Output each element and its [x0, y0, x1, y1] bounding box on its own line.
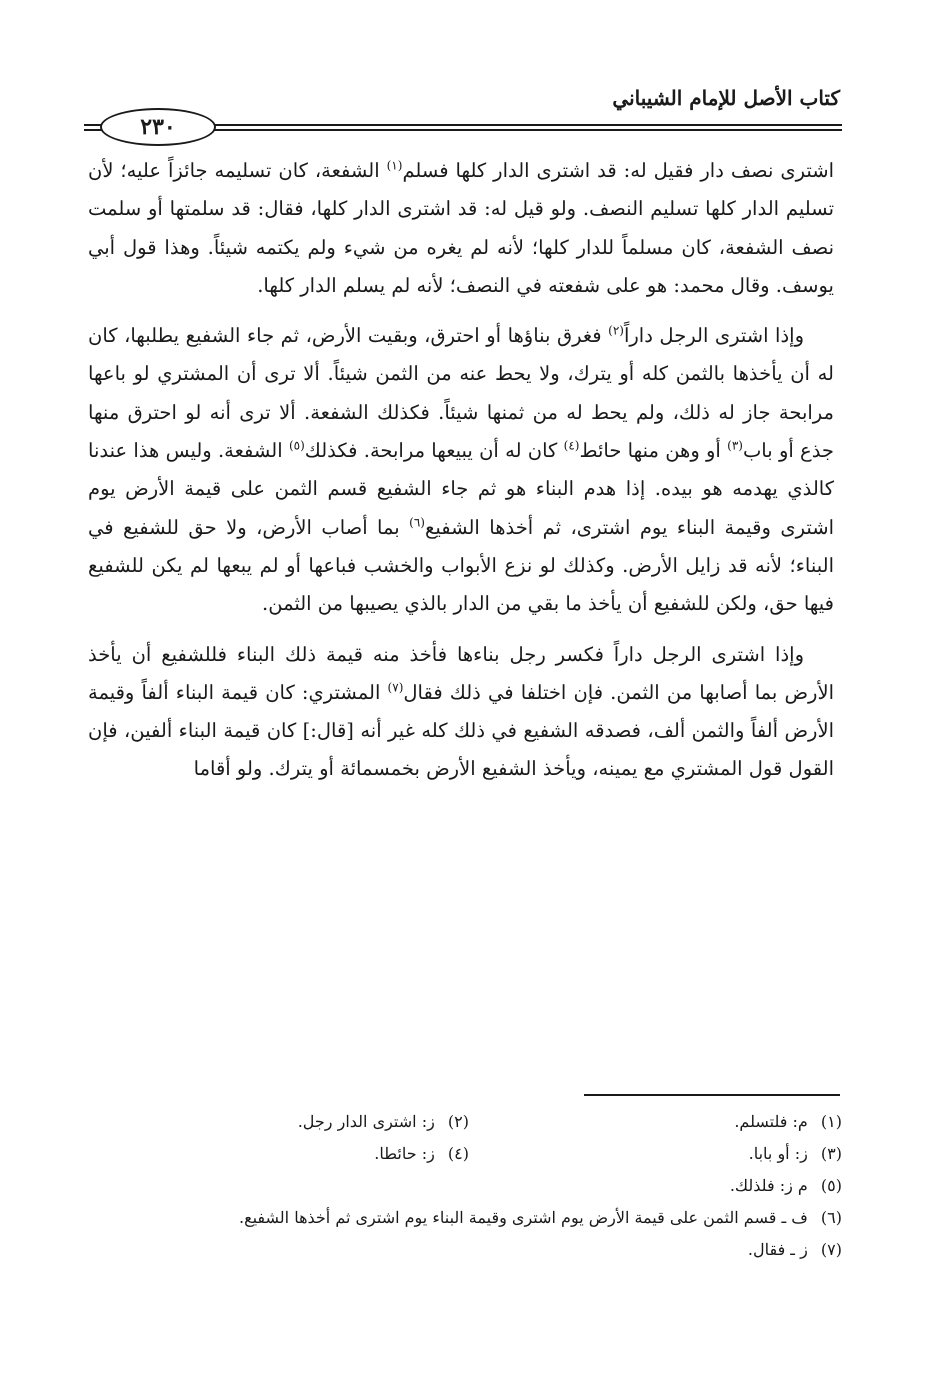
page-number: ٢٣٠ [100, 108, 216, 146]
footnote-number: (١) [820, 1112, 842, 1131]
footnote-row [96, 1170, 842, 1202]
footnote-marker: (٥) [288, 438, 305, 453]
footnote-number: (٦) [820, 1208, 842, 1227]
footnote-marker: (٧) [387, 680, 404, 695]
footnote-number: (٢) [447, 1112, 469, 1131]
footnote-text: ز: اشترى الدار رجل. [297, 1112, 435, 1131]
paragraph-text: أو وهن منها حائط [579, 439, 728, 463]
footnote-text: ز ـ فقال. [747, 1240, 808, 1259]
footnote-text: ز: حائطا. [374, 1144, 435, 1163]
paragraph-text: بما أصاب الأرض، ولا حق للشفيع في البناء؛ لأنه قد زايل الأرض. وكذلك لو نزع الأبواب والخشب فباعها أو لم يبعها لم يكن للشفيع فيها حق، ولكن للشفيع أن يأخذ ما بقي من الدار بالذي يصيبها من الثمن. [88, 515, 834, 616]
footnote-marker: (٣) [727, 438, 743, 453]
footnote-item [96, 1202, 842, 1234]
paragraph-text: المشتري: كان قيمة البناء ألفاً وقيمة الأرض ألفاً والثمن ألف، فصدقه الشفيع في ذلك كله غير أنه [قال:] كان قيمة البناء ألفين، فإن القول قول المشتري مع يمينه، ويأخذ الشفيع الأرض بخمسمائة أو يترك. ولو أقاما [88, 680, 834, 781]
footnote-marker: (٢) [608, 323, 624, 338]
footnote-separator [584, 1094, 840, 1096]
footnote-text: ز: أو بابا. [748, 1144, 808, 1163]
footnote-number: (٤) [447, 1144, 469, 1163]
footnote-row [96, 1106, 842, 1138]
footnote-row [96, 1234, 842, 1266]
page-number-ornament [84, 108, 842, 144]
footnote-item [96, 1106, 469, 1138]
paragraph [88, 152, 834, 305]
ornament-tail [84, 124, 100, 126]
paragraph [88, 636, 834, 789]
footnote-marker: (٤) [563, 438, 580, 453]
footnote-row [96, 1202, 842, 1234]
footnote-item [469, 1106, 842, 1138]
book-title: كتاب الأصل للإمام الشيباني [612, 86, 840, 110]
footnotes [96, 1106, 842, 1266]
footnote-item [96, 1170, 842, 1202]
footnote-text: ف ـ قسم الثمن على قيمة الأرض يوم اشترى وقيمة البناء يوم اشترى ثم أخذها الشفيع. [238, 1208, 808, 1227]
footnote-number: (٣) [820, 1144, 842, 1163]
main-text [88, 152, 834, 789]
footnote-text: م: فلتسلم. [734, 1112, 808, 1131]
paragraph-text: وإذا اشترى الرجل داراً فكسر رجل بناءها فأخذ منه قيمة ذلك البناء فللشفيع أن يأخذ الأرض بما أصابها من الثمن. فإن اختلفا في ذلك فقال [88, 642, 834, 704]
paragraph-text: الشفعة، كان تسليمه جائزاً عليه؛ لأن تسليم الدار كلها تسليم النصف. ولو قيل له: قد اشترى الدار كلها، فقال: قد سلمتها أو سلمت نصف الشفعة، كان مسلماً للدار كلها؛ لأنه لم يغره من شيء ولم يكتمه شيئاً. وهذا قول أبي يوسف. وقال محمد: هو على شفعته في النصف؛ لأنه لم يسلم الدار كلها. [88, 159, 834, 297]
footnote-item [96, 1138, 469, 1170]
paragraph-text: وإذا اشترى الرجل داراً [623, 324, 804, 348]
footnote-item [469, 1138, 842, 1170]
paragraph-text: كان له أن يبيعها مرابحة. فكذلك [304, 439, 564, 463]
paragraph [88, 317, 834, 623]
paragraph-text: فغرق بناؤها أو احترق، وبقيت الأرض، ثم جاء الشفيع يطلبها، كان له أن يأخذها بالثمن كله أو يترك، ولا يحط عنه من الثمن شيئاً. ألا ترى أن المشتري لو باعها مرابحة جاز له ذلك، ولم يحط له من ثمنها شيئاً. فكذلك الشفعة. ألا ترى أنه لو احترق منها جذع أو باب [88, 324, 834, 463]
footnote-row [96, 1138, 842, 1170]
paragraph-text: اشترى نصف دار فقيل له: قد اشترى الدار كلها فسلم [402, 159, 834, 182]
footnote-number: (٥) [820, 1176, 842, 1195]
footnote-item [96, 1234, 842, 1266]
footnote-marker: (١) [386, 158, 403, 173]
paragraph-text: الشفعة. وليس هذا عندنا كالذي يهدمه هو بيده. إذا هدم البناء هو ثم جاء الشفيع قسم الثمن على قيمة الأرض يوم اشترى وقيمة البناء يوم اشترى، ثم أخذها الشفيع [88, 439, 834, 539]
footnote-text: م ز: فلذلك. [729, 1176, 808, 1195]
footnote-marker: (٦) [409, 515, 425, 530]
footnote-number: (٧) [820, 1240, 842, 1259]
page-header [84, 82, 842, 150]
